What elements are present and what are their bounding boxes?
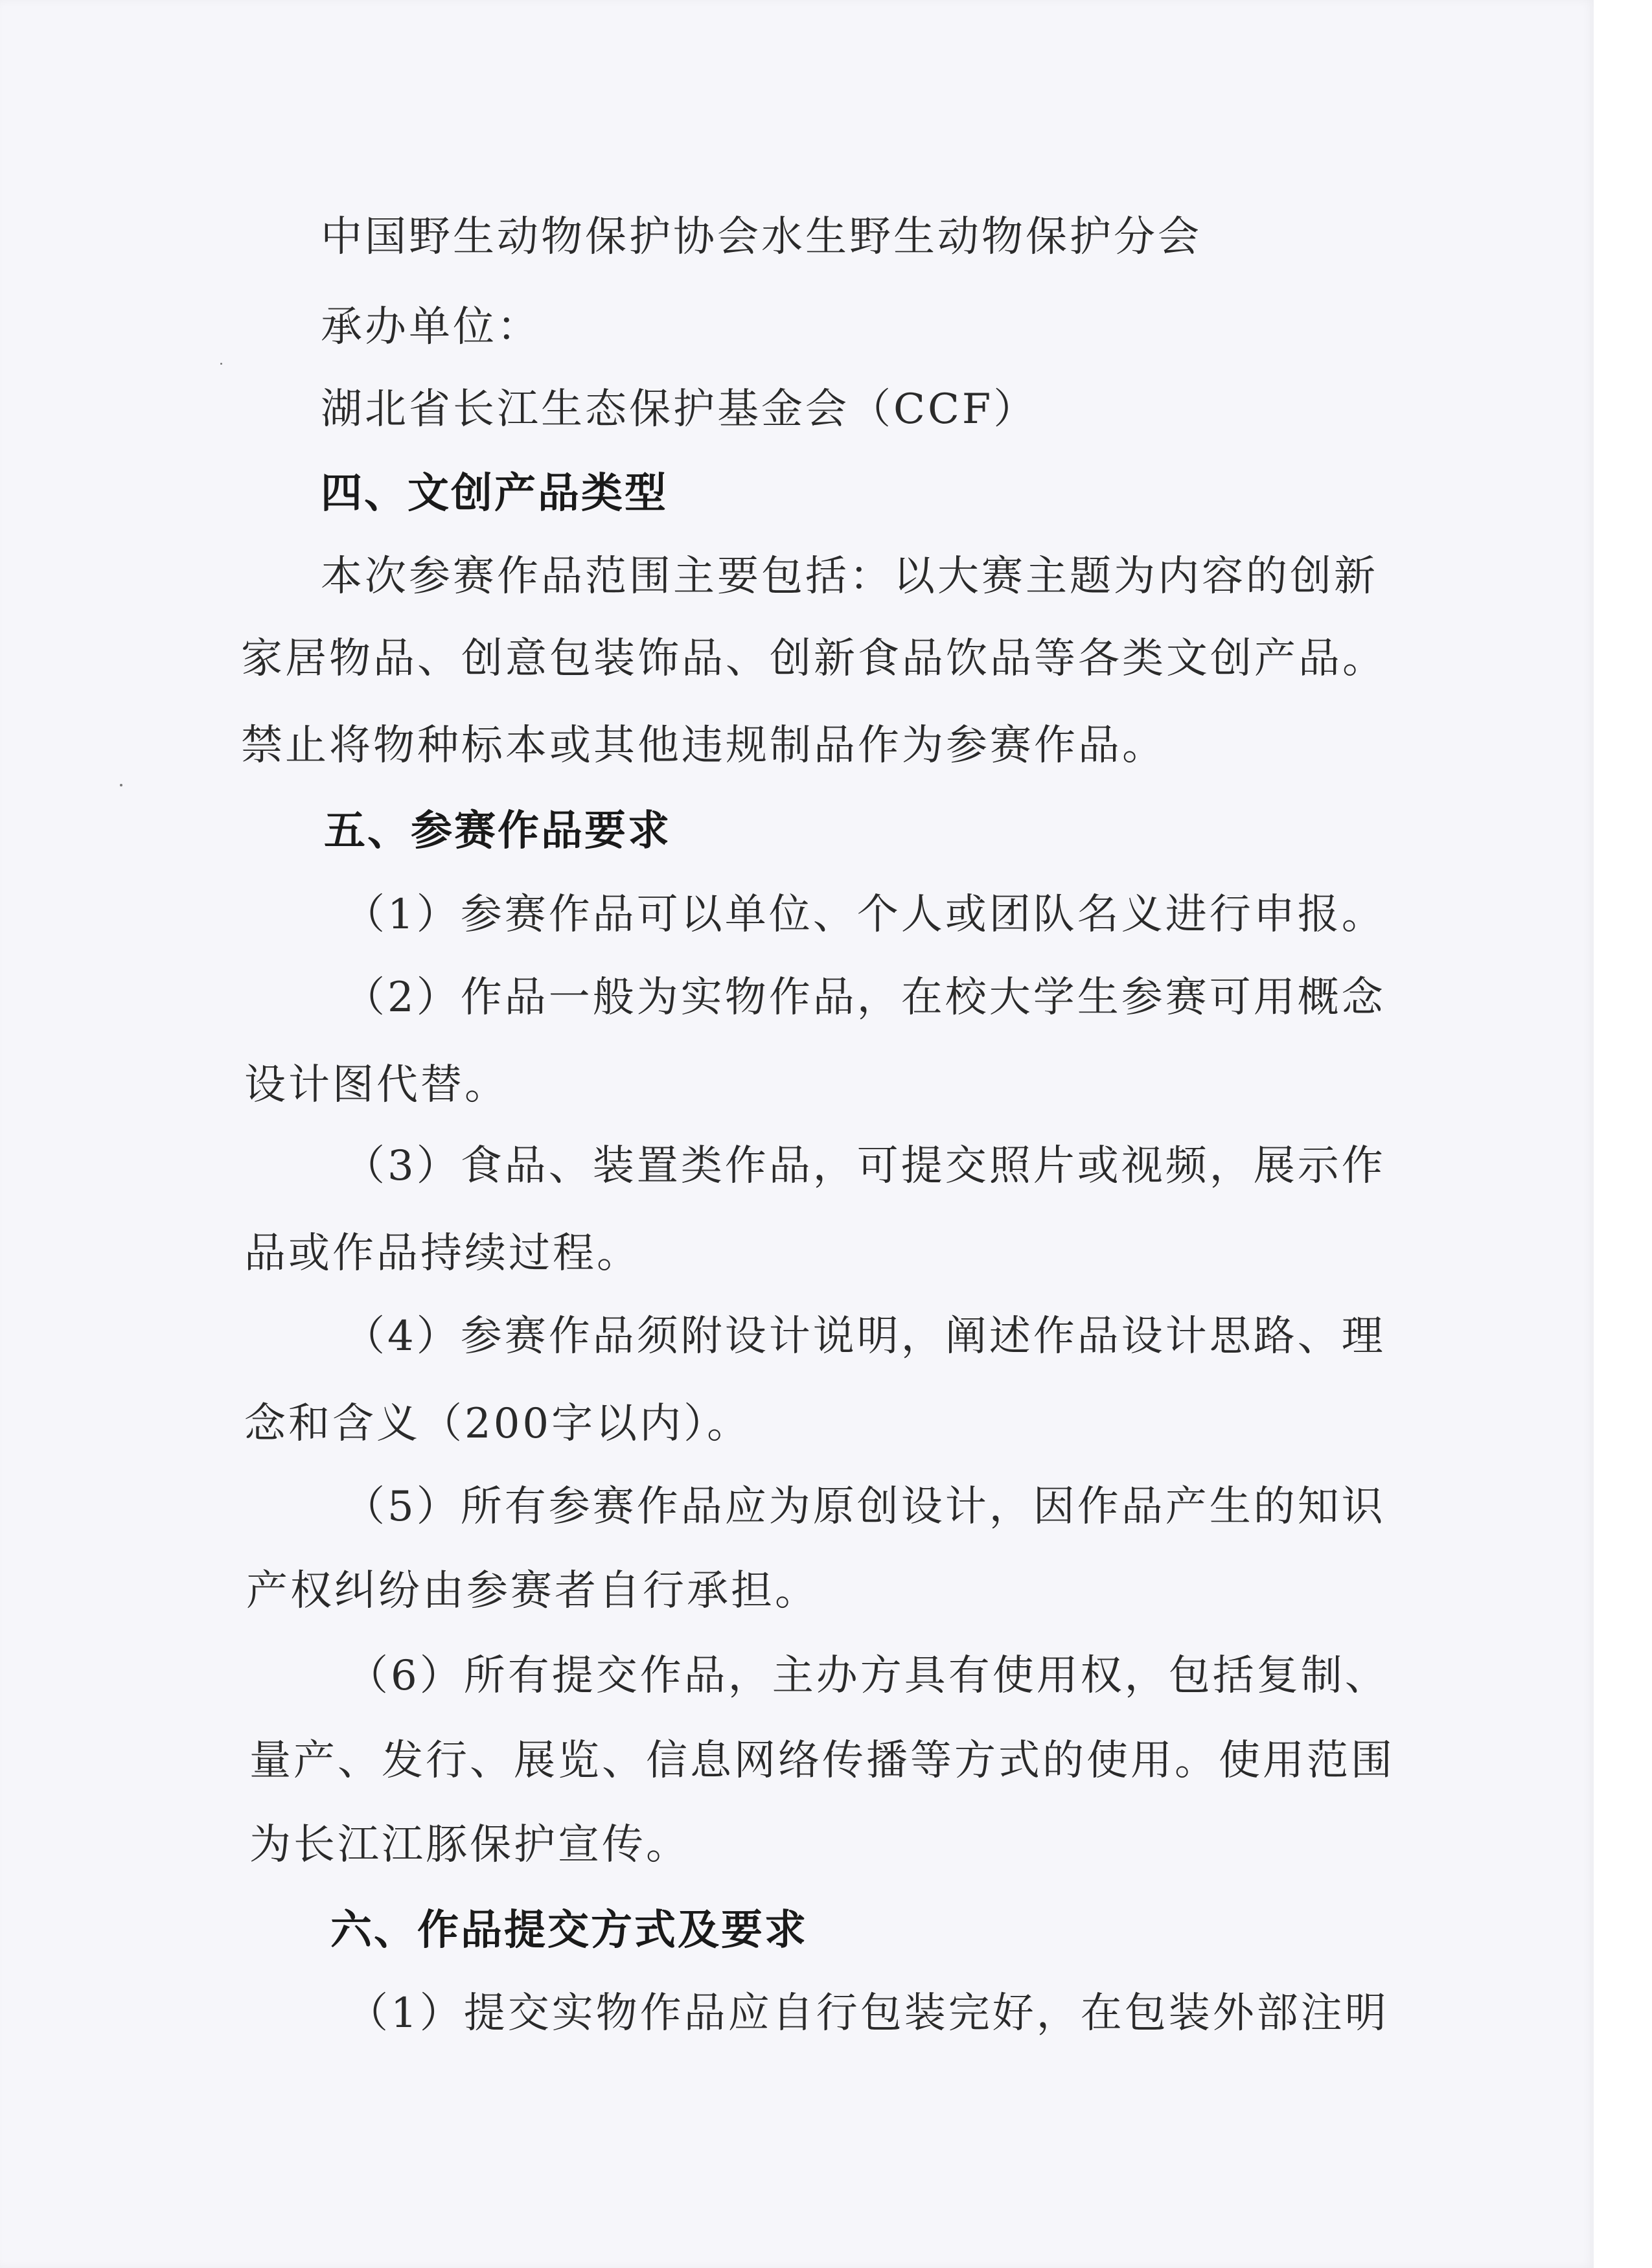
section-heading-submission: 六、作品提交方式及要求 xyxy=(330,1906,808,1954)
list-item-continuation: 产权纠纷由参赛者自行承担。 xyxy=(246,1567,819,1615)
organizer-name-line: 中国野生动物保护协会水生野生动物保护分会 xyxy=(321,213,1202,261)
co-organizer-label: 承办单位： xyxy=(321,303,541,351)
list-item-continuation: 念和含义（200字以内）。 xyxy=(244,1400,751,1448)
list-item-line: （1）参赛作品可以单位、个人或团队名义进行申报。 xyxy=(343,891,1386,939)
list-item-line: （1）提交实物作品应自行包装完好，在包装外部注明 xyxy=(347,1989,1389,2037)
co-organizer-name-line: 湖北省长江生态保护基金会（CCF） xyxy=(321,385,1038,433)
list-item-line: （5）所有参赛作品应为原创设计，因作品产生的知识 xyxy=(343,1483,1386,1531)
list-item-line: （6）所有提交作品，主办方具有使用权，包括复制、 xyxy=(347,1652,1389,1700)
list-item-continuation: 量产、发行、展览、信息网络传播等方式的使用。使用范围 xyxy=(249,1737,1395,1785)
scan-speck xyxy=(120,784,122,786)
list-item-line: （3）食品、装置类作品，可提交照片或视频，展示作 xyxy=(343,1142,1386,1190)
list-item-line: （4）参赛作品须附设计说明，阐述作品设计思路、理 xyxy=(343,1312,1386,1360)
scan-speck xyxy=(220,363,222,365)
paragraph-line: 禁止将物种标本或其他违规制品作为参赛作品。 xyxy=(241,722,1166,770)
paragraph-line: 家居物品、创意包装饰品、创新食品饮品等各类文创产品。 xyxy=(241,635,1386,683)
section-heading-entry-requirements: 五、参赛作品要求 xyxy=(324,807,671,855)
list-item-line: （2）作品一般为实物作品，在校大学生参赛可用概念 xyxy=(343,974,1386,1022)
list-item-continuation: 设计图代替。 xyxy=(244,1061,509,1109)
paragraph-line: 本次参赛作品范围主要包括：以大赛主题为内容的创新 xyxy=(321,553,1378,601)
section-heading-product-types: 四、文创产品类型 xyxy=(321,469,668,518)
list-item-continuation: 品或作品持续过程。 xyxy=(244,1230,641,1277)
list-item-continuation: 为长江江豚保护宣传。 xyxy=(249,1821,690,1869)
